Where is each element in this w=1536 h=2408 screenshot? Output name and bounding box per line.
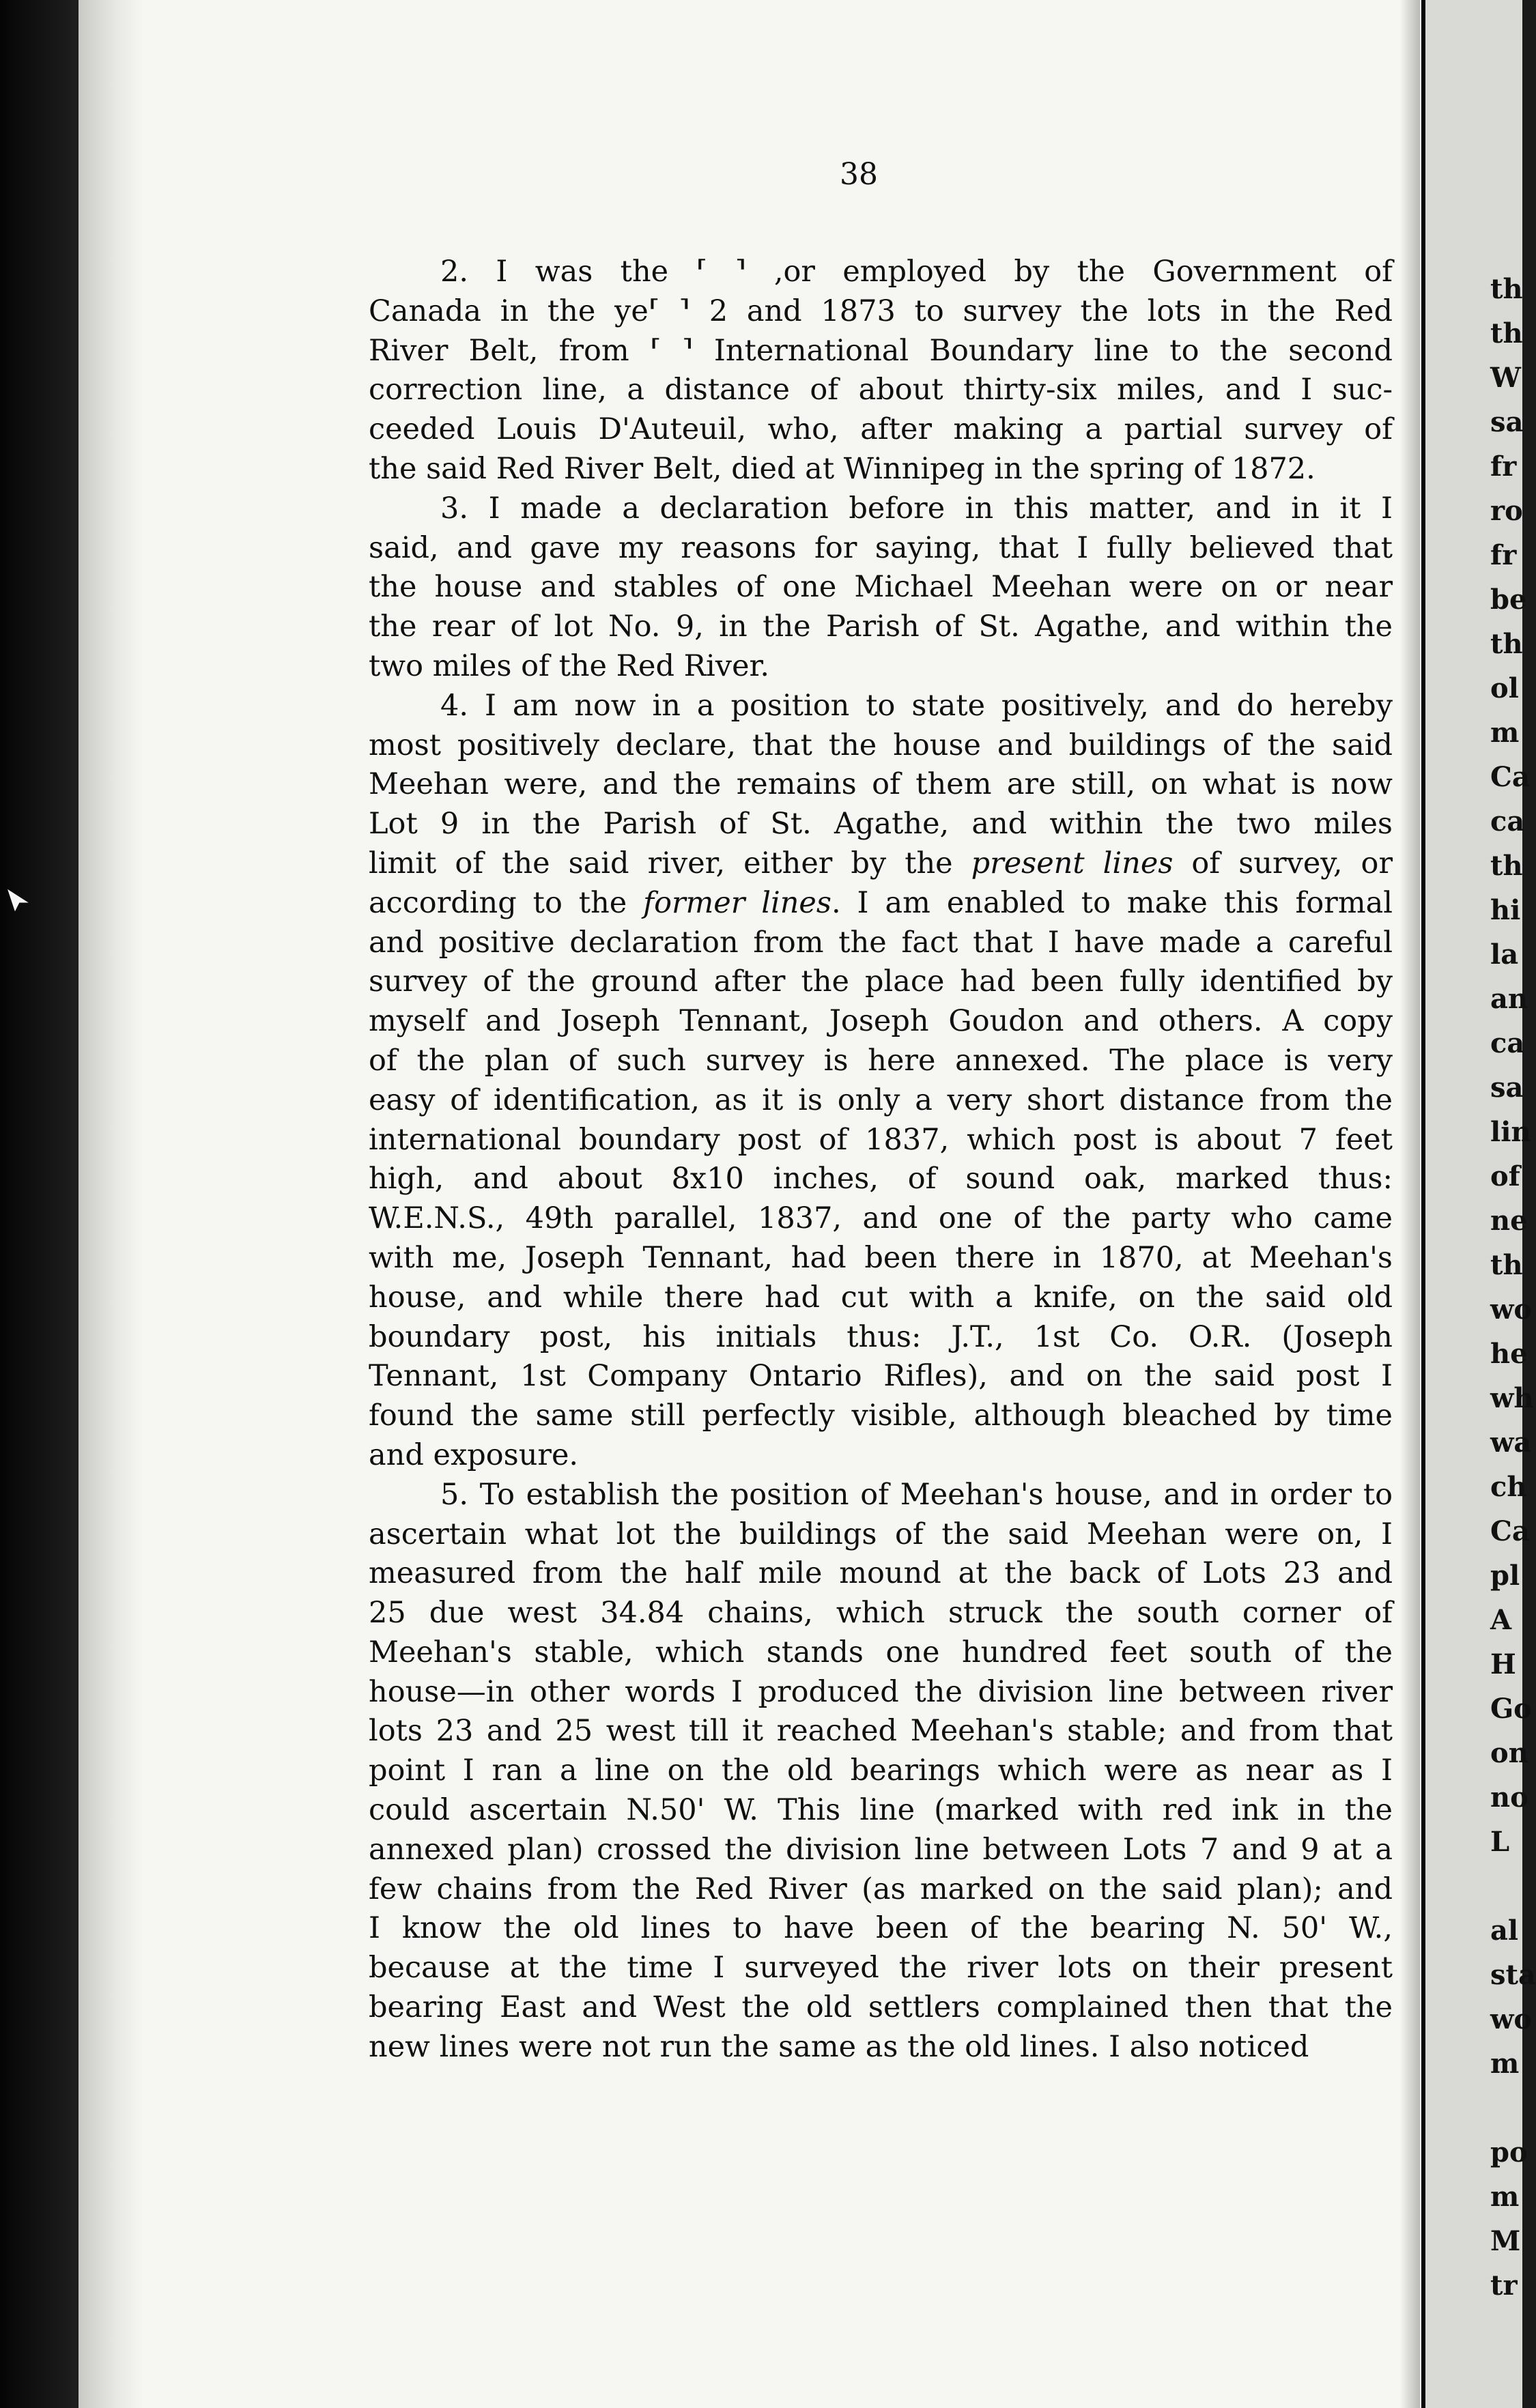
text-line: with me, Joseph Tennant, had been there in 1870, at Meehan's <box>369 1240 1393 1275</box>
facing-page-fragment: wo <box>1490 2003 1533 2035</box>
facing-page-fragment: th <box>1490 628 1523 660</box>
text-line: 25 due west 34.84 chains, which struck the south corner of <box>369 1596 1393 1631</box>
facing-page-fragment: wa <box>1490 1427 1532 1459</box>
text-line: and exposure. <box>369 1437 579 1472</box>
text-line: Canada in the ye⸢ ⸣ 2 and 1873 to survey the lots in the Red <box>369 293 1393 328</box>
text-line: Meehan's stable, which stands one hundred feet south of the <box>369 1635 1393 1669</box>
text-line: and positive declaration from the fact that I have made a careful <box>369 925 1393 960</box>
text-line: few chains from the Red River (as marked on the said plan); and <box>369 1872 1393 1906</box>
facing-page-fragment: sa <box>1490 406 1524 438</box>
facing-page-fragment: H <box>1490 1648 1516 1680</box>
facing-page-fragment: lin <box>1490 1116 1531 1148</box>
text-line: Meehan were, and the remains of them are still, on what is now <box>369 767 1393 802</box>
text-line: two miles of the Red River. <box>369 648 770 683</box>
text-line: survey of the ground after the place had been fully identified by <box>369 964 1393 999</box>
book-gutter <box>0 0 79 2408</box>
facing-page-fragment: he <box>1490 1338 1528 1370</box>
facing-page-fragment: tr <box>1490 2269 1518 2302</box>
text-line: correction line, a distance of about thirty-six miles, and I suc- <box>369 373 1393 407</box>
facing-page-fragment: wo <box>1490 1293 1533 1325</box>
body-text <box>369 253 1393 2067</box>
facing-page-fragment: hi <box>1490 894 1521 926</box>
facing-page-fragment: wh <box>1490 1382 1534 1414</box>
text-line: point I ran a line on the old bearings which were as near as I <box>369 1753 1393 1788</box>
text-line: the house and stables of one Michael Meehan were on or near <box>369 570 1393 605</box>
facing-page-fragment: M <box>1490 2225 1521 2257</box>
text-line: found the same still perfectly visible, although bleached by time <box>369 1399 1393 1433</box>
text-line: 5. To establish the position of Meehan's house, and in order to <box>440 1477 1393 1512</box>
facing-page-fragment: Ca <box>1490 1515 1530 1547</box>
facing-page-fragment: m <box>1490 2181 1520 2213</box>
text-line: of the plan of such survey is here annexed. The place is very <box>369 1043 1393 1078</box>
page-number: 38 <box>840 157 878 192</box>
page-shadow-right <box>1399 0 1420 2408</box>
text-line: 2. I was the ⸢ ⸣ ,or employed by the Government of <box>440 255 1393 289</box>
facing-page-fragment: fr <box>1490 539 1517 571</box>
facing-page-fragment: th <box>1490 317 1523 349</box>
facing-page-edge <box>1421 0 1536 2408</box>
text-line: River Belt, from ⸢ ⸣ International Boundary line to the second <box>369 333 1393 368</box>
text-line: boundary post, his initials thus: J.T., 1st Co. O.R. (Joseph <box>369 1319 1393 1354</box>
text-line: could ascertain N.50' W. This line (marked with red ink in the <box>369 1793 1393 1828</box>
facing-page-fragment: A <box>1490 1604 1512 1636</box>
facing-page-fragment: m <box>1490 2048 1520 2080</box>
text-line: house, and while there had cut with a knife, on the said old <box>369 1280 1393 1315</box>
text-line: high, and about 8x10 inches, of sound oak, marked thus: <box>369 1162 1393 1196</box>
text-line: because at the time I surveyed the river lots on their present <box>369 1951 1393 1986</box>
facing-page-fragment: W <box>1490 362 1521 394</box>
facing-page-fragment: of <box>1490 1160 1520 1192</box>
facing-page-fragment: sa <box>1490 1072 1524 1104</box>
facing-page-fragment: fr <box>1490 450 1517 483</box>
facing-page-fragment: ca <box>1490 1027 1525 1059</box>
facing-page-fragment: th <box>1490 273 1523 305</box>
text-line: 3. I made a declaration before in this matter, and in it I <box>440 491 1393 526</box>
text-line: 4. I am now in a position to state positively, and do hereby <box>440 688 1393 723</box>
text-line: annexed plan) crossed the division line between Lots 7 and 9 at a <box>369 1832 1393 1867</box>
facing-page-fragment: Go <box>1490 1693 1532 1725</box>
facing-page-fragment: an <box>1490 983 1528 1015</box>
facing-page-fragment: on <box>1490 1737 1528 1769</box>
facing-page-fragment: ro <box>1490 495 1523 527</box>
text-line: Lot 9 in the Parish of St. Agathe, and within the two miles <box>369 807 1393 842</box>
text-line: house—in other words I produced the division line between river <box>369 1674 1393 1709</box>
text-line: myself and Joseph Tennant, Joseph Goudon and others. A copy <box>369 1004 1393 1039</box>
text-line: easy of identification, as it is only a very short distance from the <box>369 1083 1393 1117</box>
facing-page-fragment: th <box>1490 850 1523 882</box>
text-line: bearing East and West the old settlers complained then that the <box>369 1990 1393 2025</box>
text-line: most positively declare, that the house and buildings of the said <box>369 728 1393 762</box>
page-shadow-left <box>79 0 143 2408</box>
text-line: the rear of lot No. 9, in the Parish of St. Agathe, and within the <box>369 610 1393 644</box>
facing-page-fragment: ne <box>1490 1205 1528 1237</box>
text-line: Tennant, 1st Company Ontario Rifles), and on the said post I <box>369 1359 1393 1394</box>
text-line: I know the old lines to have been of the bearing N. 50' W., <box>369 1911 1393 1946</box>
facing-page-fragment: po <box>1490 2136 1528 2168</box>
facing-page-fragment: ol <box>1490 672 1519 704</box>
facing-page-fragment: Ca <box>1490 761 1530 793</box>
facing-page-fragment: al <box>1490 1915 1519 1947</box>
facing-page-fragment: no <box>1490 1781 1528 1814</box>
text-line: the said Red River Belt, died at Winnipeg in the spring of 1872. <box>369 451 1315 486</box>
text-line: according to the former lines. I am enabled to make this formal <box>369 885 1393 920</box>
mouse-pointer-icon <box>7 887 34 915</box>
text-line: limit of the said river, either by the present lines of survey, or <box>369 846 1393 880</box>
text-line: international boundary post of 1837, which post is about 7 feet <box>369 1122 1393 1157</box>
text-line: measured from the half mile mound at the back of Lots 23 and <box>369 1556 1393 1591</box>
facing-page-fragment: la <box>1490 938 1519 971</box>
facing-page-fragment: be <box>1490 584 1527 616</box>
facing-page-fragment: sta <box>1490 1959 1536 1991</box>
facing-page-fragment: th <box>1490 1249 1523 1281</box>
text-line: lots 23 and 25 west till it reached Meehan's stable; and from that <box>369 1714 1393 1749</box>
text-line: W.E.N.S., 49th parallel, 1837, and one of the party who came <box>369 1201 1393 1236</box>
facing-page-fragment: ch <box>1490 1471 1527 1503</box>
facing-page-fragment: ca <box>1490 805 1525 837</box>
facing-page-fragment: m <box>1490 717 1520 749</box>
text-line: ascertain what lot the buildings of the said Meehan were on, I <box>369 1517 1393 1551</box>
facing-page-fragment: L <box>1490 1826 1510 1858</box>
facing-page-fragment: pl <box>1490 1560 1520 1592</box>
text-line: new lines were not run the same as the old lines. I also noticed <box>369 2029 1309 2064</box>
text-line: said, and gave my reasons for saying, that I fully believed that <box>369 530 1393 565</box>
text-line: ceeded Louis D'Auteuil, who, after making a partial survey of <box>369 412 1393 447</box>
